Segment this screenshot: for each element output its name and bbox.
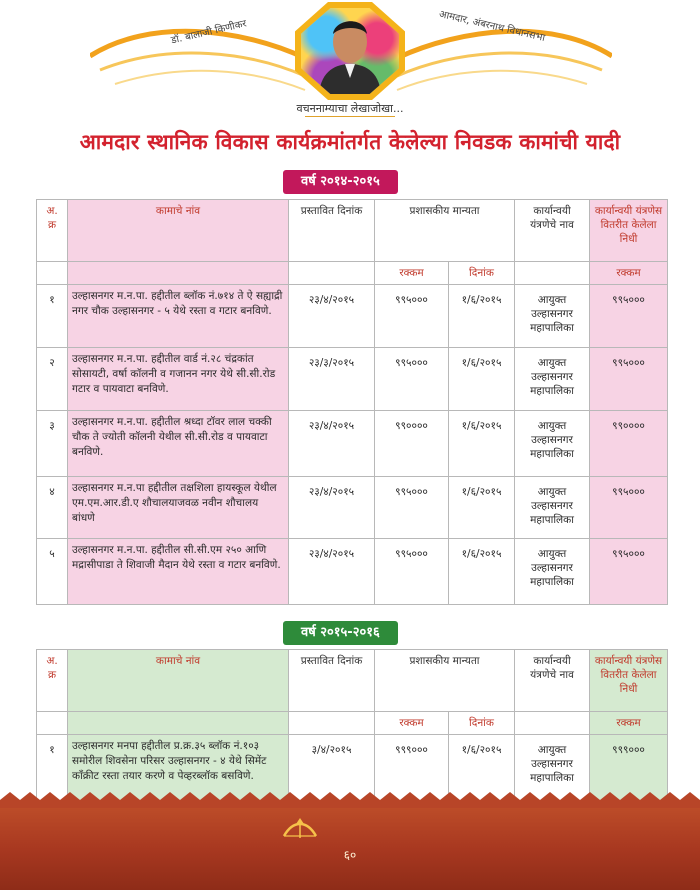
row-proposed-date: २३/४/२०१५ <box>289 411 375 477</box>
subheader-amount: रक्कम <box>375 262 449 285</box>
works-table-2014-2015 <box>36 199 668 605</box>
row-agency: आयुक्त उल्हासनगर महापालिका <box>515 348 590 411</box>
header-fund: कार्यान्वयी यंत्रणेस वितरीत केलेला निधी <box>590 650 668 712</box>
table-row <box>37 411 668 477</box>
row-serial: ४ <box>37 477 68 539</box>
row-amount: ९९५००० <box>375 285 449 348</box>
tagline: वचननाम्याचा लेखाजोखा... <box>296 102 404 115</box>
subheader-fund-amount: रक्कम <box>590 712 668 735</box>
tagline-underline <box>305 116 395 117</box>
row-serial: ५ <box>37 539 68 605</box>
page-number: ६० <box>343 848 357 862</box>
row-work: उल्हासनगर म.न.पा हद्दीतील तक्षशिला हायस्कूल येथील एम.एम.आर.डी.ए शौचालयाजवळ नवीन शौचालय बांधणे <box>68 477 289 539</box>
row-proposed-date: २३/३/२०१५ <box>289 348 375 411</box>
fort-wall-border <box>0 792 700 808</box>
row-amount: ९९५००० <box>375 477 449 539</box>
row-agency: आयुक्त उल्हासनगर महापालिका <box>515 411 590 477</box>
header-proposed-date: प्रस्तावित दिनांक <box>289 200 375 262</box>
row-proposed-date: २३/४/२०१५ <box>289 539 375 605</box>
row-date: १/६/२०१५ <box>449 477 515 539</box>
header-serial: अ. क्र <box>37 650 68 712</box>
row-agency: आयुक्त उल्हासनगर महापालिका <box>515 285 590 348</box>
row-serial: ३ <box>37 411 68 477</box>
row-fund: ९९५००० <box>590 285 668 348</box>
row-date: १/६/२०१५ <box>449 285 515 348</box>
header-serial: अ. क्र <box>37 200 68 262</box>
year-badge-2015-2016: वर्ष २०१५-२०१६ <box>283 621 398 645</box>
row-amount: ९९५००० <box>375 539 449 605</box>
row-date: १/६/२०१५ <box>449 348 515 411</box>
row-work: उल्हासनगर म.न.पा. हद्दीतील सी.सी.एम २५० आणि मद्रासीपाडा ते शिवाजी मैदान येथे रस्ता व गटार बनविणे. <box>68 539 289 605</box>
mla-name: डॉ. बालाजी किणीकर <box>170 18 248 47</box>
header-agency: कार्यान्वयी यंत्रणेचे नाव <box>515 650 590 712</box>
row-fund: ९९५००० <box>590 539 668 605</box>
row-date: १/६/२०१५ <box>449 539 515 605</box>
row-agency: आयुक्त उल्हासनगर महापालिका <box>515 477 590 539</box>
header-proposed-date: प्रस्तावित दिनांक <box>289 650 375 712</box>
header-admin-approval: प्रशासकीय मान्यता <box>375 200 515 262</box>
table-row <box>37 539 668 605</box>
subheader-date: दिनांक <box>449 262 515 285</box>
row-work: उल्हासनगर म.न.पा. हद्दीतील ब्लॉक नं.७१४ ते ऐ सह्याद्री नगर चौक उल्हासनगर - ५ येथे रस्ता व गटार बनविणे. <box>68 285 289 348</box>
header-agency: कार्यान्वयी यंत्रणेचे नाव <box>515 200 590 262</box>
mla-designation: आमदार, अंबरनाथ विधानसभा <box>437 8 547 45</box>
row-proposed-date: २३/४/२०१५ <box>289 285 375 348</box>
row-work: उल्हासनगर म.न.पा. हद्दीतील श्रध्दा टॉवर लाल चक्की चौक ते ज्योती कॉलनी येथील सी.सी.रोड व पायवाटा बनविणे. <box>68 411 289 477</box>
header-admin-approval: प्रशासकीय मान्यता <box>375 650 515 712</box>
table-row <box>37 348 668 411</box>
bow-arrow-emblem-icon <box>281 816 319 840</box>
subheader-amount: रक्कम <box>375 712 449 735</box>
row-fund: ९९५००० <box>590 348 668 411</box>
subheader-date: दिनांक <box>449 712 515 735</box>
row-amount: ९९०००० <box>375 411 449 477</box>
row-amount: ९९५००० <box>375 348 449 411</box>
row-work: उल्हासनगर मनपा हद्दीतील प्र.क्र.३५ ब्लॉक नं.१०३ समोरील शिवसेना परिसर उल्हासनगर - ४ येथे सिमेंट कॉंक्रीट रस्ता तयार करणे व पेव्हरब्लॉक बसविणे. <box>68 735 289 819</box>
footer-band <box>0 800 700 890</box>
row-date: १/६/२०१५ <box>449 411 515 477</box>
table-row <box>37 285 668 348</box>
header-work-name: कामाचे नांव <box>68 650 289 712</box>
year-badge-2014-2015: वर्ष २०१४-२०१५ <box>283 170 398 194</box>
portrait-photo <box>301 8 399 94</box>
header-fund: कार्यान्वयी यंत्रणेस वितरीत केलेला निधी <box>590 200 668 262</box>
row-fund: ९९५००० <box>590 477 668 539</box>
row-proposed-date: ३/४/२०१५ <box>289 735 375 819</box>
portrait-badge <box>295 2 405 100</box>
row-date: १/६/२०१५ <box>449 735 515 819</box>
row-fund: ९९०००० <box>590 411 668 477</box>
row-serial: २ <box>37 348 68 411</box>
row-amount: ९९९००० <box>375 735 449 819</box>
row-serial: १ <box>37 735 68 819</box>
row-agency: आयुक्त उल्हासनगर महापालिका <box>515 539 590 605</box>
subheader-fund-amount: रक्कम <box>590 262 668 285</box>
page-title: आमदार स्थानिक विकास कार्यक्रमांतर्गत केलेल्या निवडक कामांची यादी <box>79 130 621 154</box>
row-proposed-date: २३/४/२०१५ <box>289 477 375 539</box>
row-fund: ९९९००० <box>590 735 668 819</box>
row-work: उल्हासनगर म.न.पा. हद्दीतील वार्ड नं.२८ चंद्रकांत सोसायटी, वर्षा कॉलनी व गजानन नगर येथे सी.सी.रोड गटार व पायवाटा बनविणे. <box>68 348 289 411</box>
row-agency: आयुक्त उल्हासनगर महापालिका <box>515 735 590 819</box>
header-work-name: कामाचे नांव <box>68 200 289 262</box>
row-serial: १ <box>37 285 68 348</box>
table-row <box>37 477 668 539</box>
